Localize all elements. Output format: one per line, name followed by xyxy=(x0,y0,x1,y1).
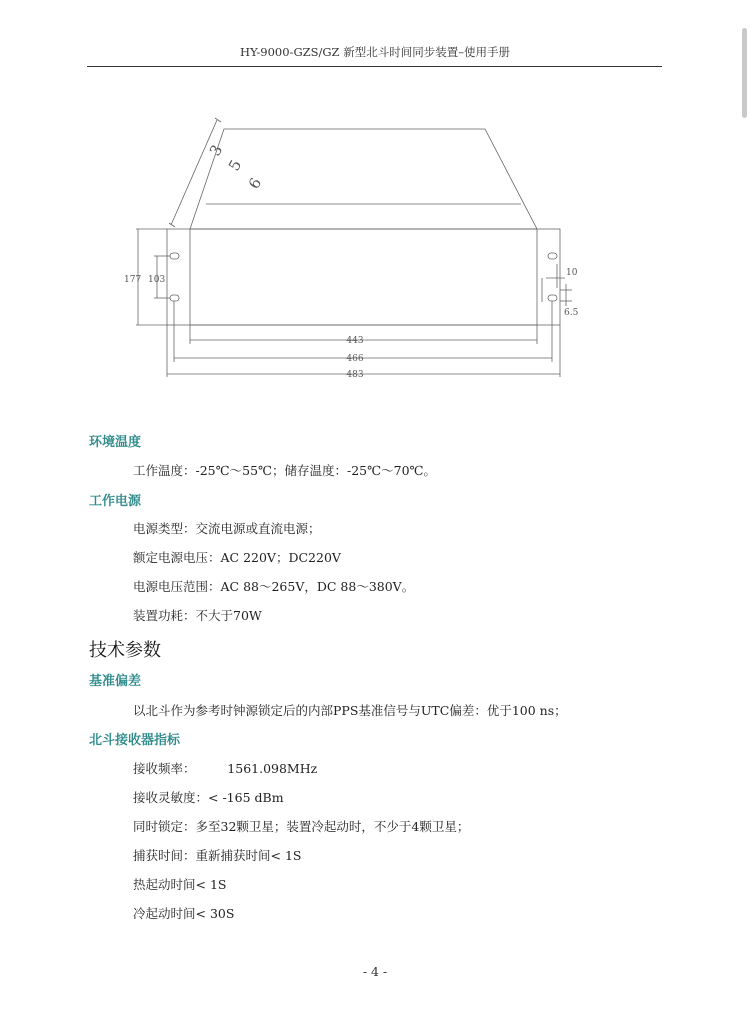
recv-line-1: 接收频率： 1561.098MHz xyxy=(133,761,318,776)
section-title-recv: 北斗接收器指标 xyxy=(89,733,181,748)
mount-hole-tl xyxy=(170,253,179,259)
mount-hole-tr xyxy=(548,253,557,259)
mount-hole-br xyxy=(548,295,557,301)
dim-label-6-5: 6.5 xyxy=(564,308,579,318)
header-rule xyxy=(87,66,662,67)
recv-line-5: 热起动时间< 1S xyxy=(133,877,227,892)
perspective-label-3: 3 xyxy=(205,141,227,159)
depth-dimension-line xyxy=(171,120,217,225)
device-body xyxy=(190,229,537,325)
recv-line-3: 同时锁定：多至32颗卫星；装置冷起动时，不少于4颗卫星； xyxy=(133,819,470,834)
power-line-4: 装置功耗：不大于70W xyxy=(133,608,262,623)
section-title-ref: 基准偏差 xyxy=(89,674,142,689)
recv-line-6: 冷起动时间< 30S xyxy=(133,906,235,921)
dim-label-466: 466 xyxy=(346,354,364,364)
dim-label-483: 483 xyxy=(346,370,364,380)
device-top-outline xyxy=(190,129,537,229)
scrollbar[interactable] xyxy=(742,28,747,118)
section-title-power: 工作电源 xyxy=(89,494,142,509)
power-line-3: 电源电压范围：AC 88～265V，DC 88～380V。 xyxy=(133,579,415,594)
perspective-label-5: 5 xyxy=(224,156,246,174)
recv-line-4: 捕获时间：重新捕获时间< 1S xyxy=(133,848,302,863)
device-dimension-drawing xyxy=(120,112,590,382)
power-line-2: 额定电源电压：AC 220V；DC220V xyxy=(133,550,341,565)
recv-line-2: 接收灵敏度：< -165 dBm xyxy=(133,790,284,805)
chapter-title-tech: 技术参数 xyxy=(89,640,161,661)
dim-label-103: 103 xyxy=(148,275,166,285)
page-number: - 4 - xyxy=(362,964,388,979)
dim-label-177: 177 xyxy=(124,275,142,285)
front-panel xyxy=(167,229,560,325)
env-line-1: 工作温度：-25℃～55℃；储存温度：-25℃～70℃。 xyxy=(133,463,437,478)
header-title: HY-9000-GZS/GZ 新型北斗时间同步装置–使用手册 xyxy=(240,45,510,59)
section-title-env: 环境温度 xyxy=(89,435,142,450)
dim-label-443: 443 xyxy=(346,336,364,346)
ref-line-1: 以北斗作为参考时钟源锁定后的内部PPS基准信号与UTC偏差：优于100 ns； xyxy=(133,703,567,718)
dim-label-10: 10 xyxy=(566,268,578,278)
power-line-1: 电源类型：交流电源或直流电源； xyxy=(133,521,321,536)
mount-hole-bl xyxy=(170,295,179,301)
perspective-label-6: 6 xyxy=(244,174,266,192)
